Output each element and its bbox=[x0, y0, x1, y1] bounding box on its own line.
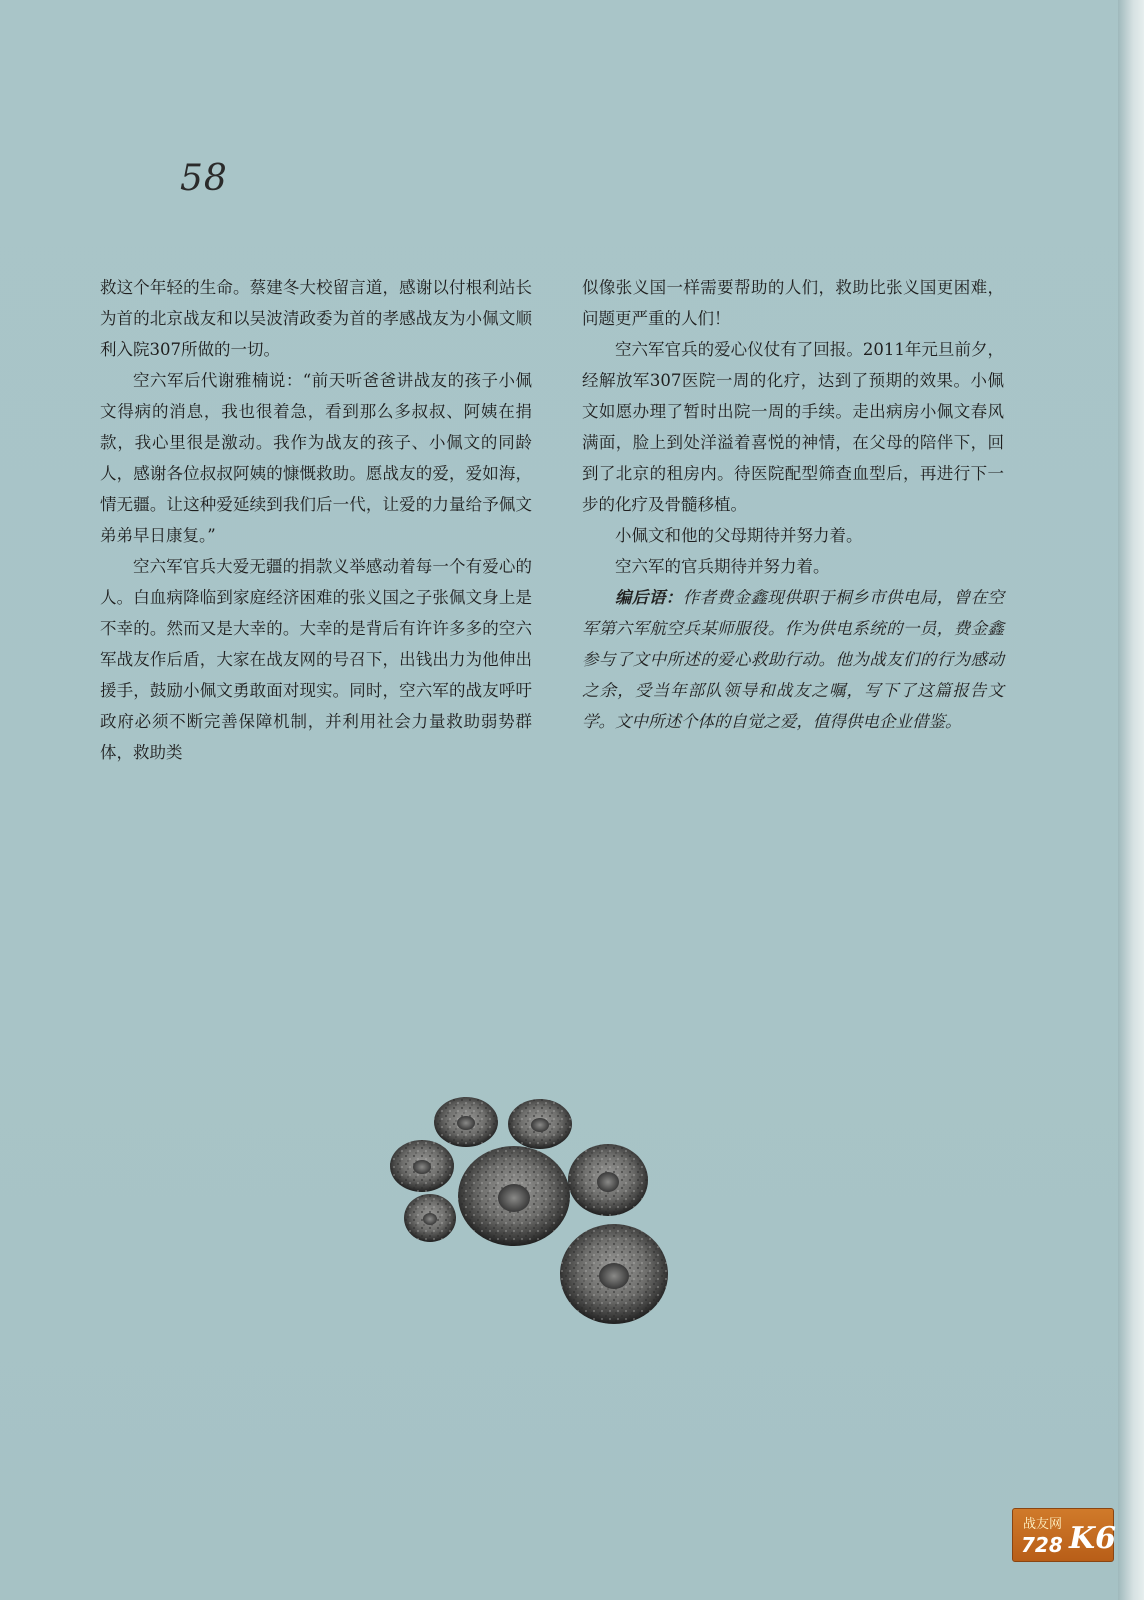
watermark-number: 728 bbox=[1021, 1533, 1063, 1557]
paragraph: 救这个年轻的生命。蔡建冬大校留言道，感谢以付根利站长为首的北京战友和以吴波清政委为首的孝感战友为小佩文顺利入院307所做的一切。 bbox=[100, 278, 532, 359]
bowl-small-1 bbox=[434, 1097, 498, 1147]
page-edge bbox=[1118, 0, 1144, 1600]
bowl-small-3 bbox=[390, 1140, 454, 1192]
editor-note-text: 作者费金鑫现供职于桐乡市供电局，曾在空军第六军航空兵某师服役。作为供电系统的一员，费金鑫参与了文中所述的爱心救助行动。他为战友们的行为感动之余，受当年部队领导和战友之嘱，写下了这篇报告文学。文中所述个体的自觉之爱，值得供电企业借鉴。 bbox=[582, 588, 1005, 731]
bowl-large bbox=[458, 1146, 570, 1246]
site-watermark bbox=[1012, 1508, 1114, 1562]
paragraph: 空六军官兵的爱心仪仗有了回报。2011年元旦前夕，经解放军307医院一周的化疗，达到了预期的效果。小佩文如愿办理了暂时出院一周的手续。走出病房小佩文春风满面，脸上到处洋溢着喜悦的神情，在父母的陪伴下，回到了北京的租房内。待医院配型筛查血型后，再进行下一步的化疗及骨髓移植。 bbox=[582, 340, 1004, 514]
page-number: 58 bbox=[180, 158, 228, 199]
bowl-small-4 bbox=[404, 1194, 456, 1242]
left-column bbox=[100, 272, 532, 768]
bowl-medium-1 bbox=[568, 1144, 648, 1216]
porcelain-bowls-illustration bbox=[388, 1090, 688, 1340]
paragraph: 似像张义国一样需要帮助的人们，救助比张义国更困难，问题更严重的人们！ bbox=[582, 278, 1004, 328]
paragraph: 空六军的官兵期待并努力着。 bbox=[615, 557, 830, 576]
right-column bbox=[582, 272, 1004, 737]
editor-note bbox=[582, 582, 1004, 737]
paragraph: 空六军后代谢雅楠说：“前天听爸爸讲战友的孩子小佩文得病的消息，我也很着急，看到那么多叔叔、阿姨在捐款，我心里很是激动。我作为战友的孩子、小佩文的同龄人，感谢各位叔叔阿姨的慷慨救助。愿战友的爱，爱如海，情无疆。让这种爱延续到我们后一代，让爱的力量给予佩文弟弟早日康复。” bbox=[100, 371, 532, 545]
bowl-medium-2 bbox=[560, 1224, 668, 1324]
watermark-site: 战友网 bbox=[1023, 1517, 1063, 1532]
bowl-small-2 bbox=[508, 1099, 572, 1149]
editor-note-label: 编后语： bbox=[615, 588, 683, 607]
watermark-suffix: K6 bbox=[1069, 1521, 1116, 1556]
paragraph: 空六军官兵大爱无疆的捐款义举感动着每一个有爱心的人。白血病降临到家庭经济困难的张义国之子张佩文身上是不幸的。然而又是大幸的。大幸的是背后有许许多多的空六军战友作后盾，大家在战友网的号召下，出钱出力为他伸出援手，鼓励小佩文勇敢面对现实。同时，空六军的战友呼吁政府必须不断完善保障机制，并利用社会力量救助弱势群体，救助类 bbox=[100, 557, 532, 762]
paragraph: 小佩文和他的父母期待并努力着。 bbox=[615, 526, 863, 545]
